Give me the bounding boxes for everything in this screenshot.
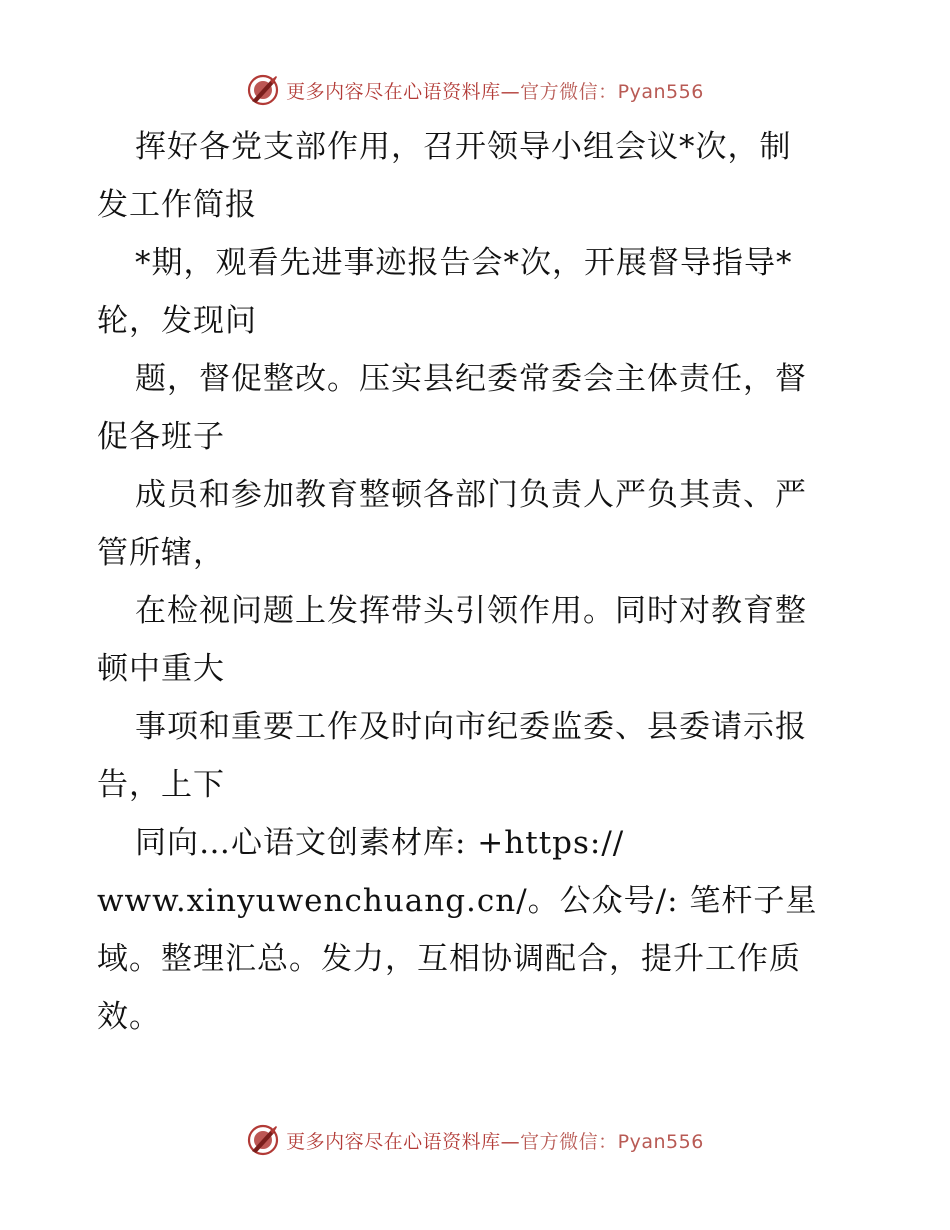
- quill-circle-logo-icon: [246, 1123, 280, 1157]
- footer-banner-wechat: 官方微信：Pyan556: [520, 1130, 704, 1153]
- footer-banner: [0, 1120, 950, 1160]
- body-line: 效。: [97, 999, 161, 1035]
- header-banner-wechat: 官方微信：Pyan556: [520, 80, 704, 103]
- footer-banner-separator: —: [500, 1130, 521, 1153]
- body-line: 顿中重大: [97, 651, 225, 687]
- footer-banner-title: 更多内容尽在心语资料库: [286, 1130, 501, 1153]
- body-line: 轮，发现问: [97, 303, 257, 339]
- document-body: [97, 118, 857, 1046]
- body-line: 挥好各党支部作用，召开领导小组会议*次，制: [135, 129, 792, 165]
- footer-banner-text: [286, 1127, 704, 1154]
- body-line: www.xinyuwenchuang.cn/。公众号/: 笔杆子星: [97, 883, 818, 919]
- header-banner-separator: —: [500, 80, 521, 103]
- body-line: 告，上下: [97, 767, 225, 803]
- body-line: *期，观看先进事迹报告会*次，开展督导指导*: [135, 245, 793, 281]
- quill-circle-logo-icon: [246, 73, 280, 107]
- body-line: 域。整理汇总。发力，互相协调配合，提升工作质: [97, 941, 801, 977]
- header-banner: [0, 70, 950, 110]
- body-line: 管所辖，: [97, 535, 225, 571]
- body-line: 发工作简报: [97, 187, 257, 223]
- header-banner-text: [286, 77, 704, 104]
- body-line: 同向…心语文创素材库: +https://: [135, 825, 625, 861]
- header-banner-title: 更多内容尽在心语资料库: [286, 80, 501, 103]
- body-line: 题，督促整改。压实县纪委常委会主体责任，督: [135, 361, 807, 397]
- body-line: 事项和重要工作及时向市纪委监委、县委请示报: [135, 709, 807, 745]
- body-line: 促各班子: [97, 419, 225, 455]
- body-line: 成员和参加教育整顿各部门负责人严负其责、严: [135, 477, 807, 513]
- body-line: 在检视问题上发挥带头引领作用。同时对教育整: [135, 593, 807, 629]
